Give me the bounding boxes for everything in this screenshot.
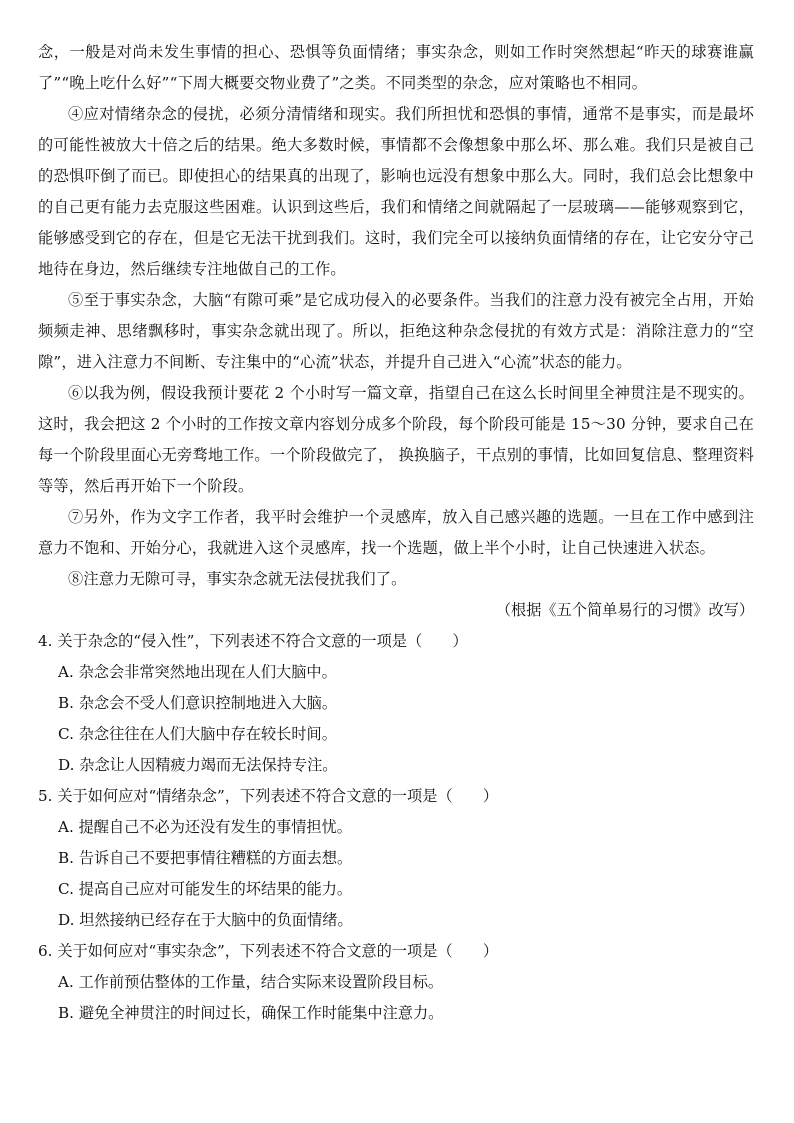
paragraph-6: ⑥以我为例，假设我预计要花 2 个小时写一篇文章，指望自己在这么长时间里全神贯注是不现实的。这时，我会把这 2 个小时的工作按文章内容划分成多个阶段，每个阶段可能是 15～30 分钟，要求自己在每一个阶段里面心无旁骛地工作。一个阶段做完了， 换换脑子，干点别的事情，比如回复信息、整理资料等等，然后再开始下一个阶段。 bbox=[38, 384, 754, 495]
option-b: B. 告诉自己不要把事情往糟糕的方面去想。 bbox=[58, 849, 353, 867]
option-c: C. 提高自己应对可能发生的坏结果的能力。 bbox=[58, 880, 353, 898]
option-d: D. 杂念让人因精疲力竭而无法保持专注。 bbox=[58, 756, 338, 774]
question-6 bbox=[38, 936, 754, 1029]
paragraph-continued: 念，一般是对尚未发生事情的担心、恐惧等负面情绪；事实杂念，则如工作时突然想起“昨天的球赛谁赢了”“晚上吃什么好”“下周大概要交物业费了”之类。不同类型的杂念，应对策略也不相同。 bbox=[38, 43, 754, 92]
question-5 bbox=[38, 781, 754, 936]
paragraph-8: ⑧注意力无隙可寻，事实杂念就无法侵扰我们了。 bbox=[68, 570, 407, 588]
source-citation: （根据《五个简单易行的习惯》改写） bbox=[495, 601, 754, 619]
question-stem: 4. 关于杂念的“侵入性”，下列表述不符合文意的一项是（ ） bbox=[38, 632, 468, 650]
option-b: B. 杂念会不受人们意识控制地进入大脑。 bbox=[58, 694, 338, 712]
paragraph-5: ⑤至于事实杂念，大脑“有隙可乘”是它成功侵入的必要条件。当我们的注意力没有被完全占用，开始频频走神、思绪飘移时，事实杂念就出现了。所以，拒绝这种杂念侵扰的有效方式是：消除注意力的“空隙”，进入注意力不间断、专注集中的“心流”状态，并提升自己进入“心流”状态的能力。 bbox=[38, 291, 754, 371]
option-a: A. 提醒自己不必为还没有发生的事情担忧。 bbox=[58, 818, 352, 836]
question-stem: 5. 关于如何应对“情绪杂念”，下列表述不符合文意的一项是（ ） bbox=[38, 787, 499, 805]
question-4 bbox=[38, 626, 754, 781]
option-a: A. 杂念会非常突然地出现在人们大脑中。 bbox=[58, 663, 337, 681]
option-a: A. 工作前预估整体的工作量，结合实际来设置阶段目标。 bbox=[58, 973, 444, 991]
option-b: B. 避免全神贯注的时间过长，确保工作时能集中注意力。 bbox=[58, 1004, 444, 1022]
option-d: D. 坦然接纳已经存在于大脑中的负面情绪。 bbox=[58, 911, 353, 929]
question-stem: 6. 关于如何应对“事实杂念”，下列表述不符合文意的一项是（ ） bbox=[38, 942, 499, 960]
paragraph-7: ⑦另外，作为文字工作者，我平时会维护一个灵感库，放入自己感兴趣的选题。一旦在工作中感到注意力不饱和、开始分心，我就进入这个灵感库，找一个选题，做上半个小时，让自己快速进入状态。 bbox=[38, 508, 754, 557]
option-c: C. 杂念往往在人们大脑中存在较长时间。 bbox=[58, 725, 337, 743]
paragraph-4: ④应对情绪杂念的侵扰，必须分清情绪和现实。我们所担忧和恐惧的事情，通常不是事实，而是最坏的可能性被放大十倍之后的结果。绝大多数时候，事情都不会像想象中那么坏、那么难。我们只是被自己的恐惧吓倒了而已。即使担心的结果真的出现了，影响也远没有想象中那么大。同时，我们总会比想象中的自己更有能力去克服这些困难。认识到这些后，我们和情绪之间就隔起了一层玻璃——能够观察到它，能够感受到它的存在，但是它无法干扰到我们。这时，我们完全可以接纳负面情绪的存在，让它安分守己地待在身边，然后继续专注地做自己的工作。 bbox=[38, 105, 754, 278]
